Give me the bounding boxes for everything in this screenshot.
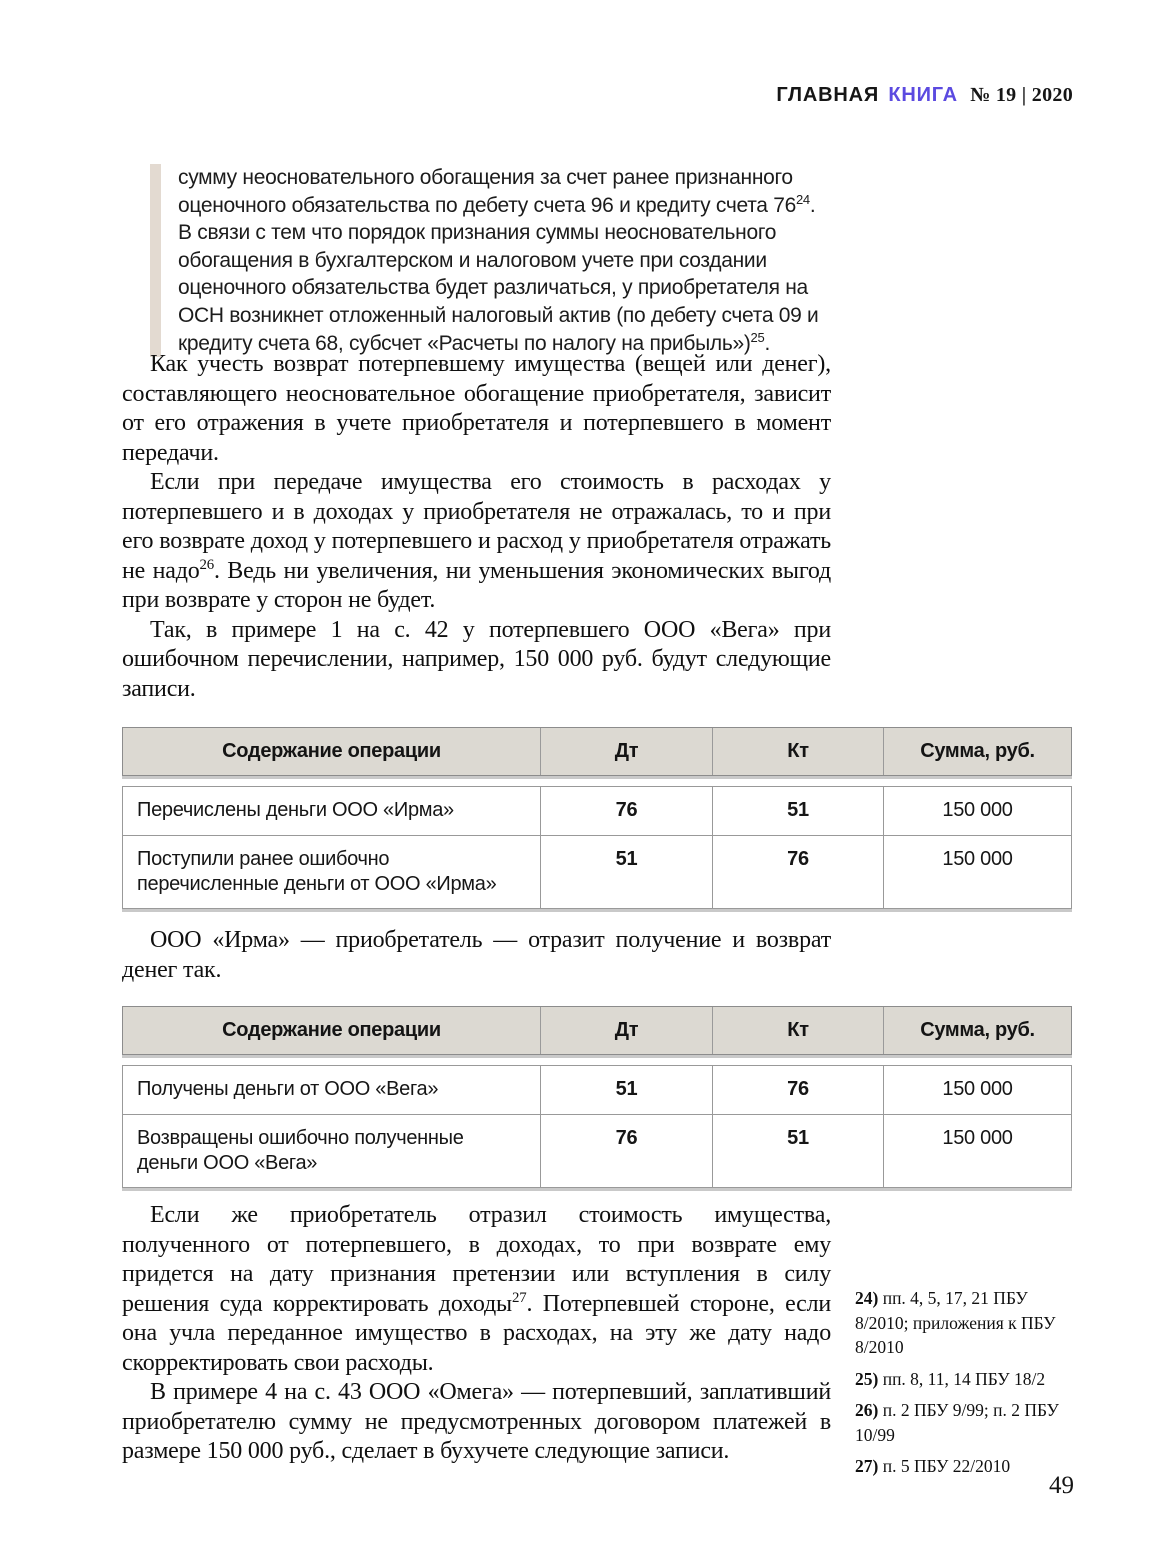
- table-row: [123, 1114, 1071, 1187]
- cell-amount: 150 000: [883, 1115, 1071, 1187]
- cell-debit: 51: [540, 1066, 712, 1114]
- paragraph: [122, 616, 831, 705]
- paragraph-text: . Ведь ни увеличения, ни уменьшения экономических выгод при возврате у сторон не будет.: [122, 557, 831, 613]
- footnote: [855, 1398, 1083, 1447]
- column-header-debit: Дт: [540, 728, 712, 775]
- accounting-entries-table-vega: [122, 727, 1072, 909]
- table-header-row: [122, 727, 1072, 776]
- cell-credit: 51: [712, 1115, 883, 1187]
- table-row: [123, 787, 1071, 835]
- brand-name-part2: КНИГА: [888, 84, 958, 106]
- accounting-entries-table-irma: [122, 1006, 1072, 1188]
- table-body: [122, 786, 1072, 909]
- paragraph: [122, 1378, 831, 1467]
- quote-text: .: [809, 193, 816, 217]
- footnote-text: п. 2 ПБУ 9/99; п. 2 ПБУ 10/99: [855, 1400, 1059, 1445]
- page-header: [776, 84, 1073, 107]
- paragraph: [122, 1201, 831, 1378]
- quote-text: сумму неосновательного обогащения за счет ранее признанного оценочного обязательства по дебету счета 96 и кредиту счета 76: [178, 166, 796, 217]
- column-header-debit: Дт: [540, 1007, 712, 1054]
- footnote-ref: 25: [750, 329, 765, 345]
- cell-credit: 76: [712, 836, 883, 908]
- page-number: 49: [1049, 1472, 1074, 1499]
- cell-amount: 150 000: [883, 1066, 1071, 1114]
- footnote-number: 25): [855, 1368, 879, 1389]
- cell-credit: 76: [712, 1066, 883, 1114]
- table-header-row: [122, 1006, 1072, 1055]
- cell-debit: 76: [540, 1115, 712, 1187]
- footnote-number: 24): [855, 1288, 879, 1308]
- paragraph-text: Если же приобретатель отразил стоимость имущества, полученного от потерпевшего, в доходах, то при возврате ему придется на дату признания претензии или вступления в силу решения суда корректировать доходы: [122, 1202, 831, 1317]
- footnote-text: пп. 4, 5, 17, 21 ПБУ 8/2010; приложения к ПБУ 8/2010: [855, 1288, 1056, 1357]
- footnote: [855, 1286, 1083, 1360]
- brand-name-part1: ГЛАВНАЯ: [776, 84, 880, 106]
- table-row: [123, 1066, 1071, 1114]
- cell-debit: 51: [540, 836, 712, 908]
- quote-text: .: [764, 331, 770, 355]
- paragraph-text: ООО «Ирма» — приобретатель — отразит получение и возврат денег так.: [122, 927, 831, 983]
- cell-amount: 150 000: [883, 787, 1071, 835]
- footnote-ref: 27: [511, 1289, 527, 1306]
- footnote-ref: 26: [199, 556, 214, 573]
- table-body: [122, 1065, 1072, 1188]
- column-header-amount: Сумма, руб.: [883, 1007, 1071, 1054]
- paragraph-text: Так, в примере 1 на с. 42 у потерпевшего ООО «Вега» при ошибочном перечислении, например, 150 000 руб. будут следующие записи.: [122, 616, 831, 702]
- footnote-number: 26): [855, 1400, 879, 1420]
- footnote-text: п. 5 ПБУ 22/2010: [882, 1456, 1011, 1476]
- cell-operation: Получены деньги от ООО «Вега»: [137, 1078, 439, 1100]
- quote-text: В связи с тем что порядок признания суммы неосновательного обогащения в бухгалтерском и налоговом учете при создании оценочного обязательства будет различаться, у приобретателя на ОСН возникнет отложенный налоговый актив (по дебету счета 09 и кредиту счета 68, субсчет «Расчеты по налогу на прибыль»): [178, 221, 819, 355]
- paragraph-text: . Потерпевшей стороне, если она учла переданное имущество в расходах, на эту же дату надо скорректировать свои расходы.: [122, 1290, 831, 1376]
- column-header-credit: Кт: [712, 728, 883, 775]
- column-header-amount: Сумма, руб.: [883, 728, 1071, 775]
- margin-footnotes: [855, 1286, 1083, 1486]
- paragraph-text: Если при передаче имущества его стоимость в расходах у потерпевшего и в доходах у приобретателя не отражалась, то и при его возврате доход у потерпевшего и расход у приобретателя отражать не надо: [122, 469, 831, 584]
- footnote-number: 27): [855, 1456, 879, 1476]
- cell-operation: Возвращены ошибочно полученные деньги ООО «Вега»: [137, 1127, 464, 1174]
- footnote-ref: 24: [795, 191, 810, 207]
- quote-paragraph: [178, 164, 840, 219]
- paragraph: [122, 350, 831, 468]
- cell-operation: Поступили ранее ошибочно перечисленные деньги от ООО «Ирма»: [137, 848, 497, 895]
- paragraph: [122, 468, 831, 616]
- footnote-text: пп. 8, 11, 14 ПБУ 18/2: [882, 1368, 1046, 1389]
- paragraph-text: В примере 4 на с. 43 ООО «Омега» — потерпевший, заплативший приобретателю сумму не предусмотренных договором платежей в размере 150 000 руб., сделает в бухучете следующие записи.: [122, 1379, 831, 1464]
- footnote: [855, 1367, 1083, 1392]
- quote-block: [150, 164, 840, 357]
- column-header-operation: Содержание операции: [222, 740, 441, 762]
- column-header-credit: Кт: [712, 1007, 883, 1054]
- paragraph: [122, 926, 831, 985]
- cell-operation: Перечислены деньги ООО «Ирма»: [137, 799, 454, 821]
- issue-number: № 19 | 2020: [970, 84, 1073, 106]
- cell-amount: 150 000: [883, 836, 1071, 908]
- table-row: [123, 835, 1071, 908]
- paragraph-text: Как учесть возврат потерпевшему имущества (вещей или денег), составляющего неосновательное обогащение приобретателя, зависит от его отражения в учете приобретателя и потерпевшего в момент передачи.: [122, 351, 831, 466]
- quote-paragraph: [178, 219, 840, 357]
- cell-credit: 51: [712, 787, 883, 835]
- cell-debit: 76: [540, 787, 712, 835]
- column-header-operation: Содержание операции: [222, 1019, 441, 1041]
